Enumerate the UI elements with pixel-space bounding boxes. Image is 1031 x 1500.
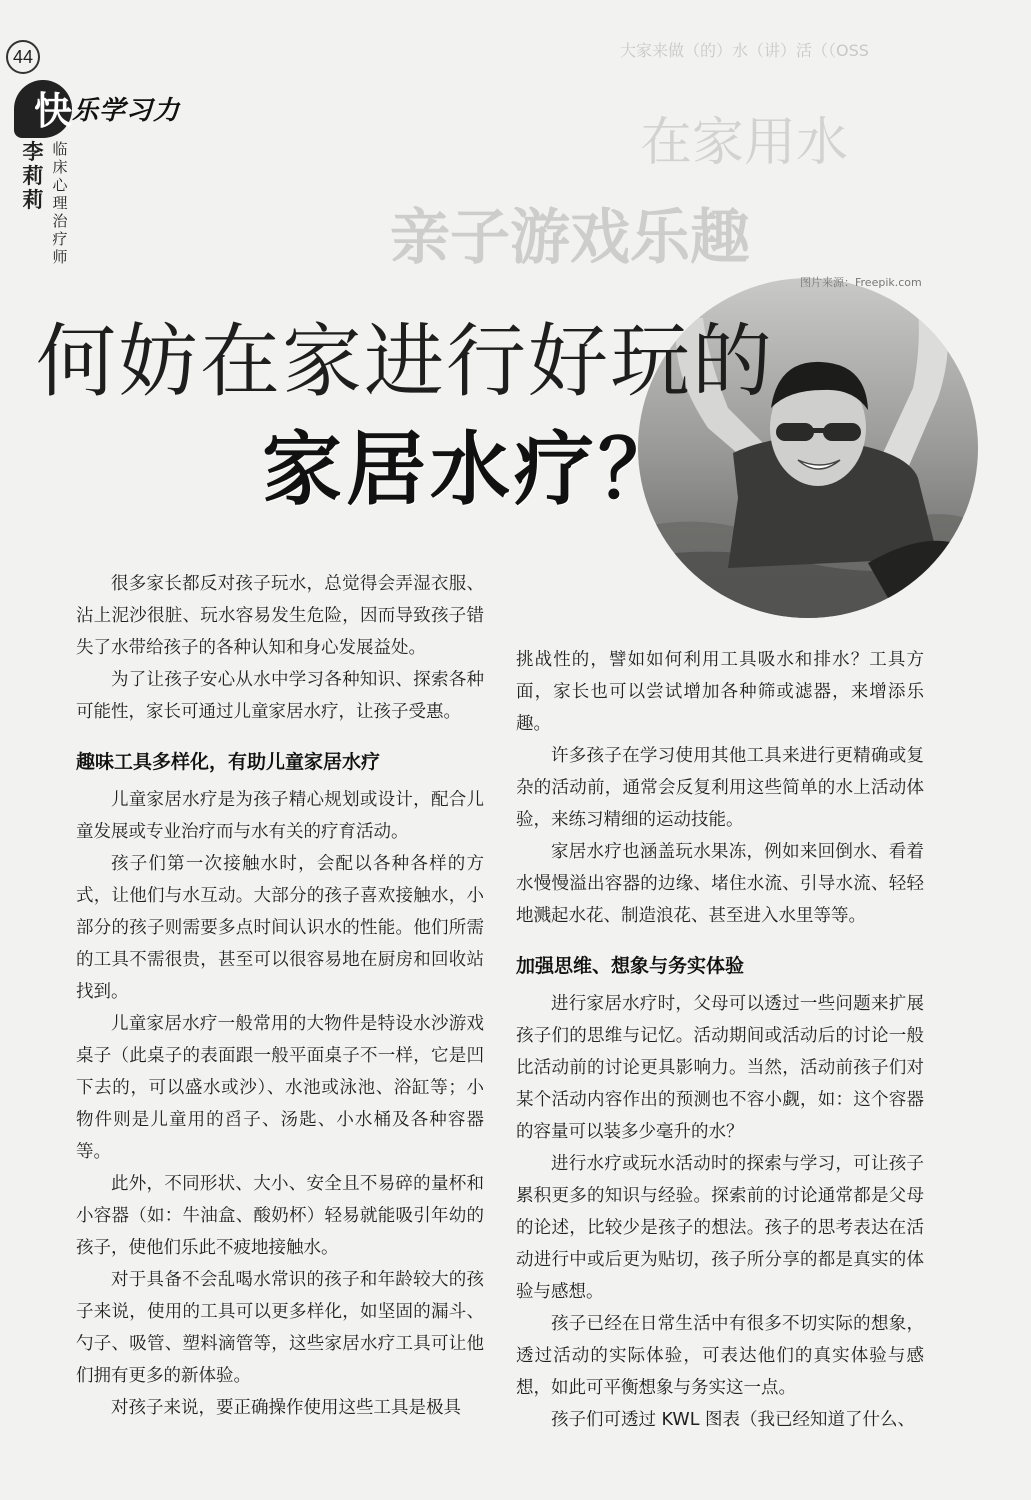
paragraph: 家居水疗也涵盖玩水果冻，例如来回倒水、看着水慢慢溢出容器的边缘、堵住水流、引导水流、轻轻地溅起水花、制造浪花、甚至进入水里等等。 <box>516 842 924 926</box>
show-through-text-1: 大家来做（的）水（讲）活（（OSS <box>620 41 869 60</box>
paragraph: 进行家居水疗时，父母可以透过一些问题来扩展孩子们的思维与记忆。活动期间或活动后的讨论一般比活动前的讨论更具影响力。当然，活动前孩子们对某个活动内容作出的预测也不容小觑，如：这个容器的容量可以装多少毫升的水？ <box>516 994 924 1142</box>
paragraph: 儿童家居水疗是为孩子精心规划或设计，配合儿童发展或专业治疗而与水有关的疗育活动。 <box>76 790 484 842</box>
paragraph: 孩子们第一次接触水时，会配以各种各样的方式，让他们与水互动。大部分的孩子喜欢接触水，小部分的孩子则需要多点时间认识水的性能。他们所需的工具不需很贵，甚至可以很容易地在厨房和回收站找到。 <box>76 854 484 1002</box>
paragraph-continuation: 挑战性的，譬如如何利用工具吸水和排水？工具方面，家长也可以尝试增加各种筛或滤器，来增添乐趣。 <box>516 650 924 734</box>
photo-credit: 图片来源：Freepik.com <box>800 276 922 289</box>
section-heading: 加强思维、想象与务实体验 <box>516 955 745 977</box>
column-name: 乐学习力 <box>72 96 181 126</box>
headline-line-1: 何妨在家进行好玩的 <box>36 315 774 408</box>
paragraph: 此外，不同形状、大小、安全且不易碎的量杯和小容器（如：牛油盒、酸奶杯）轻易就能吸引年幼的孩子，使他们乐此不疲地接触水。 <box>76 1174 484 1258</box>
paragraph: 很多家长都反对孩子玩水，总觉得会弄湿衣服、沾上泥沙很脏、玩水容易发生危险，因而导致孩子错失了水带给孩子的各种认知和身心发展益处。 <box>76 574 484 658</box>
author-name: 李莉莉 <box>22 140 44 212</box>
article-right-column <box>516 644 924 1436</box>
show-through-text-2: 在家用水 <box>640 113 849 173</box>
paragraph: 孩子已经在日常生活中有很多不切实际的想象，透过活动的实际体验，可表达他们的真实体验与感想，如此可平衡想象与务实这一点。 <box>516 1314 924 1398</box>
page-number: 44 <box>6 40 40 74</box>
paragraph: 对孩子来说，要正确操作使用这些工具是极具 <box>111 1398 461 1418</box>
paragraph: 为了让孩子安心从水中学习各种知识、探索各种可能性，家长可通过儿童家居水疗，让孩子受惠。 <box>76 670 484 722</box>
paragraph: 进行水疗或玩水活动时的探索与学习，可让孩子累积更多的知识与经验。探索前的讨论通常都是父母的论述，比较少是孩子的想法。孩子的思考表达在活动进行中或后更为贴切，孩子所分享的都是真实的体验与感想。 <box>516 1154 924 1302</box>
headline-line-2: 家居水疗？ <box>262 423 682 516</box>
paragraph: 对于具备不会乱喝水常识的孩子和年龄较大的孩子来说，使用的工具可以更多样化，如坚固的漏斗、勺子、吸管、塑料滴管等，这些家居水疗工具可让他们拥有更多的新体验。 <box>76 1270 484 1386</box>
paragraph: 儿童家居水疗一般常用的大物件是特设水沙游戏桌子（此桌子的表面跟一般平面桌子不一样，它是凹下去的，可以盛水或沙）、水池或泳池、浴缸等；小物件则是儿童用的舀子、汤匙、小水桶及各种容器等。 <box>76 1014 484 1162</box>
show-through-text-3: 亲子游戏乐趣 <box>390 203 750 273</box>
article-left-column <box>76 568 484 1424</box>
author-title: 临床心理治疗师 <box>52 140 68 266</box>
paragraph: 孩子们可透过 KWL 图表（我已经知道了什么、 <box>551 1410 916 1430</box>
column-badge-char: 快 <box>34 89 73 133</box>
section-heading: 趣味工具多样化，有助儿童家居水疗 <box>76 751 381 773</box>
paragraph: 许多孩子在学习使用其他工具来进行更精确或复杂的活动前，通常会反复利用这些简单的水上活动体验，来练习精细的运动技能。 <box>516 746 924 830</box>
